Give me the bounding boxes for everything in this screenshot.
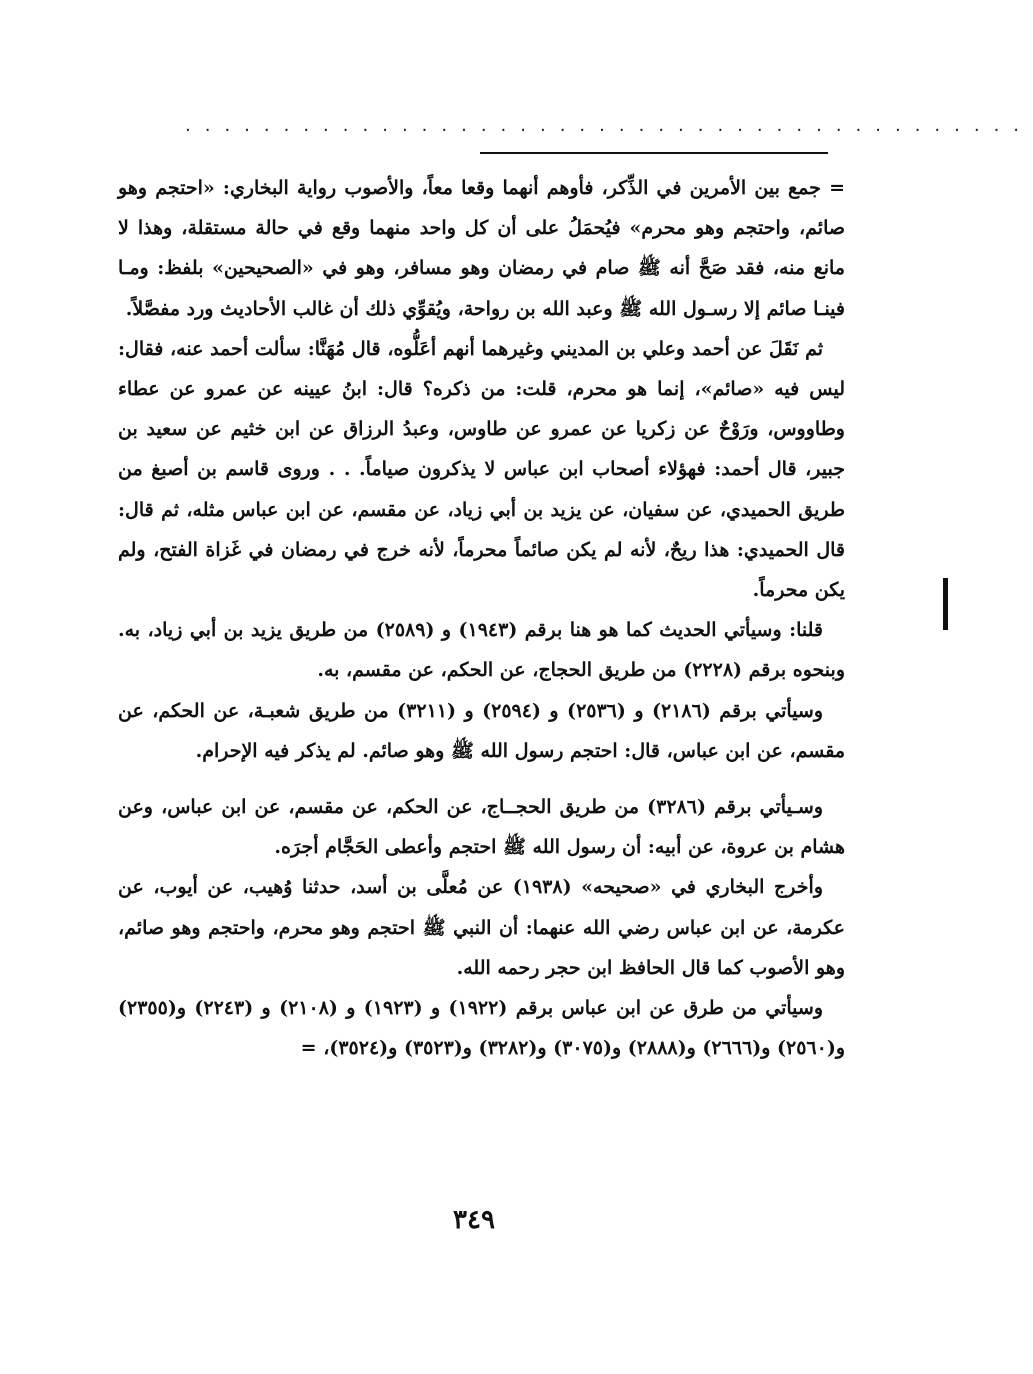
footnote-paragraph-hajjaj: وسـيأتي برقم (٣٢٨٦) من طريق الحجــاج، عن الحكم، عن مقسم، عن ابن عباس، وعن هشام بن عروة، عن أبيه: أن رسول الله ﷺ احتجم وأعطى الحَجَّام أجرَه. (118, 796, 845, 859)
footnote-paragraph-qulna: قلنا: وسيأتي الحديث كما هو هنا برقم (١٩٤٣) و (٢٥٨٩) من طريق يزيد بن أبي زياد، به. وبنحوه برقم (٢٢٢٨) من طريق الحجاج، عن الحكم، عن مقسم، به. (118, 619, 845, 682)
footnote-body (118, 168, 845, 1068)
page-number: ٣٤٩ (453, 1205, 495, 1235)
footnote-paragraph-continuation: = جمع بين الأمرين في الذِّكر، فأوهم أنهما وقعا معاً، والأصوب رواية البخاري: «احتجم وهو صائم، واحتجم وهو محرم» فيُحمَلُ على أن كل واحد منهما وقع في حالة مستقلة، وهذا لا مانع منه، فقد صَحَّ أنه ﷺ صام في رمضان وهو مسافر، وهو في «الصحيحين» بلفظ: ومـا فينـا صائم إلا رسـول الله ﷺ وعبد الله بن رواحة، ويُقوِّي ذلك أن غالب الأحاديث ورد مفصَّلاً. (118, 177, 845, 320)
footnote-paragraph-illa: ثم نَقَلَ عن أحمد وعلي بن المديني وغيرهما أنهم أعَلُّوه، قال مُهَنَّا: سألت أحمد عنه، فقال: ليس فيه «صائم»، إنما هو محرم، قلت: من ذكره؟ قال: ابنُ عيينه عن عمرو عن عطاء وطاووس، ورَوْحٌ عن زكريا عن عمرو عن طاوس، وعبدُ الرزاق عن ابن خثيم عن سعيد بن جبير، قال أحمد: فهؤلاء أصحاب ابن عباس لا يذكرون صياماً. . . وروى قاسم بن أصبغ من طريق الحميدي، عن سفيان، عن يزيد بن أبي زياد، عن مقسم، عن ابن عباس مثله، ثم قال: قال الحميدي: هذا ريحٌ، لأنه لم يكن صائماً محرماً، لأنه خرج في رمضان في غَزاة الفتح، ولم يكن محرماً. (118, 337, 845, 602)
footnote-separator-rule (480, 152, 828, 154)
header-dotted-line: ........................................... (185, 115, 1033, 136)
page-edge-mark (943, 578, 948, 630)
footnote-paragraph-shuba: وسيأتي برقم (٢١٨٦) و (٢٥٣٦) و (٢٥٩٤) و (٣٢١١) من طريق شعبـة، عن الحكم، عن مقسم، عن ابن عباس، قال: احتجم رسول الله ﷺ وهو صائم. لم يذكر فيه الإحرام. (118, 699, 845, 762)
footnote-paragraph-references: وسيأتي من طرق عن ابن عباس برقم (١٩٢٢) و (١٩٢٣) و (٢١٠٨) و (٢٢٤٣) و(٢٣٥٥) و(٢٥٦٠) و(٢٦٦٦) و(٢٨٨٨) و(٣٠٧٥) و(٣٢٨٢) و(٣٥٢٣) و(٣٥٢٤)، = (118, 997, 845, 1060)
footnote-paragraph-bukhari: وأخرج البخاري في «صحيحه» (١٩٣٨) عن مُعلَّى بن أسد، حدثنا وُهيب، عن أيوب، عن عكرمة، عن ابن عباس رضي الله عنهما: أن النبي ﷺ احتجم وهو محرم، واحتجم وهو صائم، وهو الأصوب كما قال الحافظ ابن حجر رحمه الله. (118, 876, 845, 979)
